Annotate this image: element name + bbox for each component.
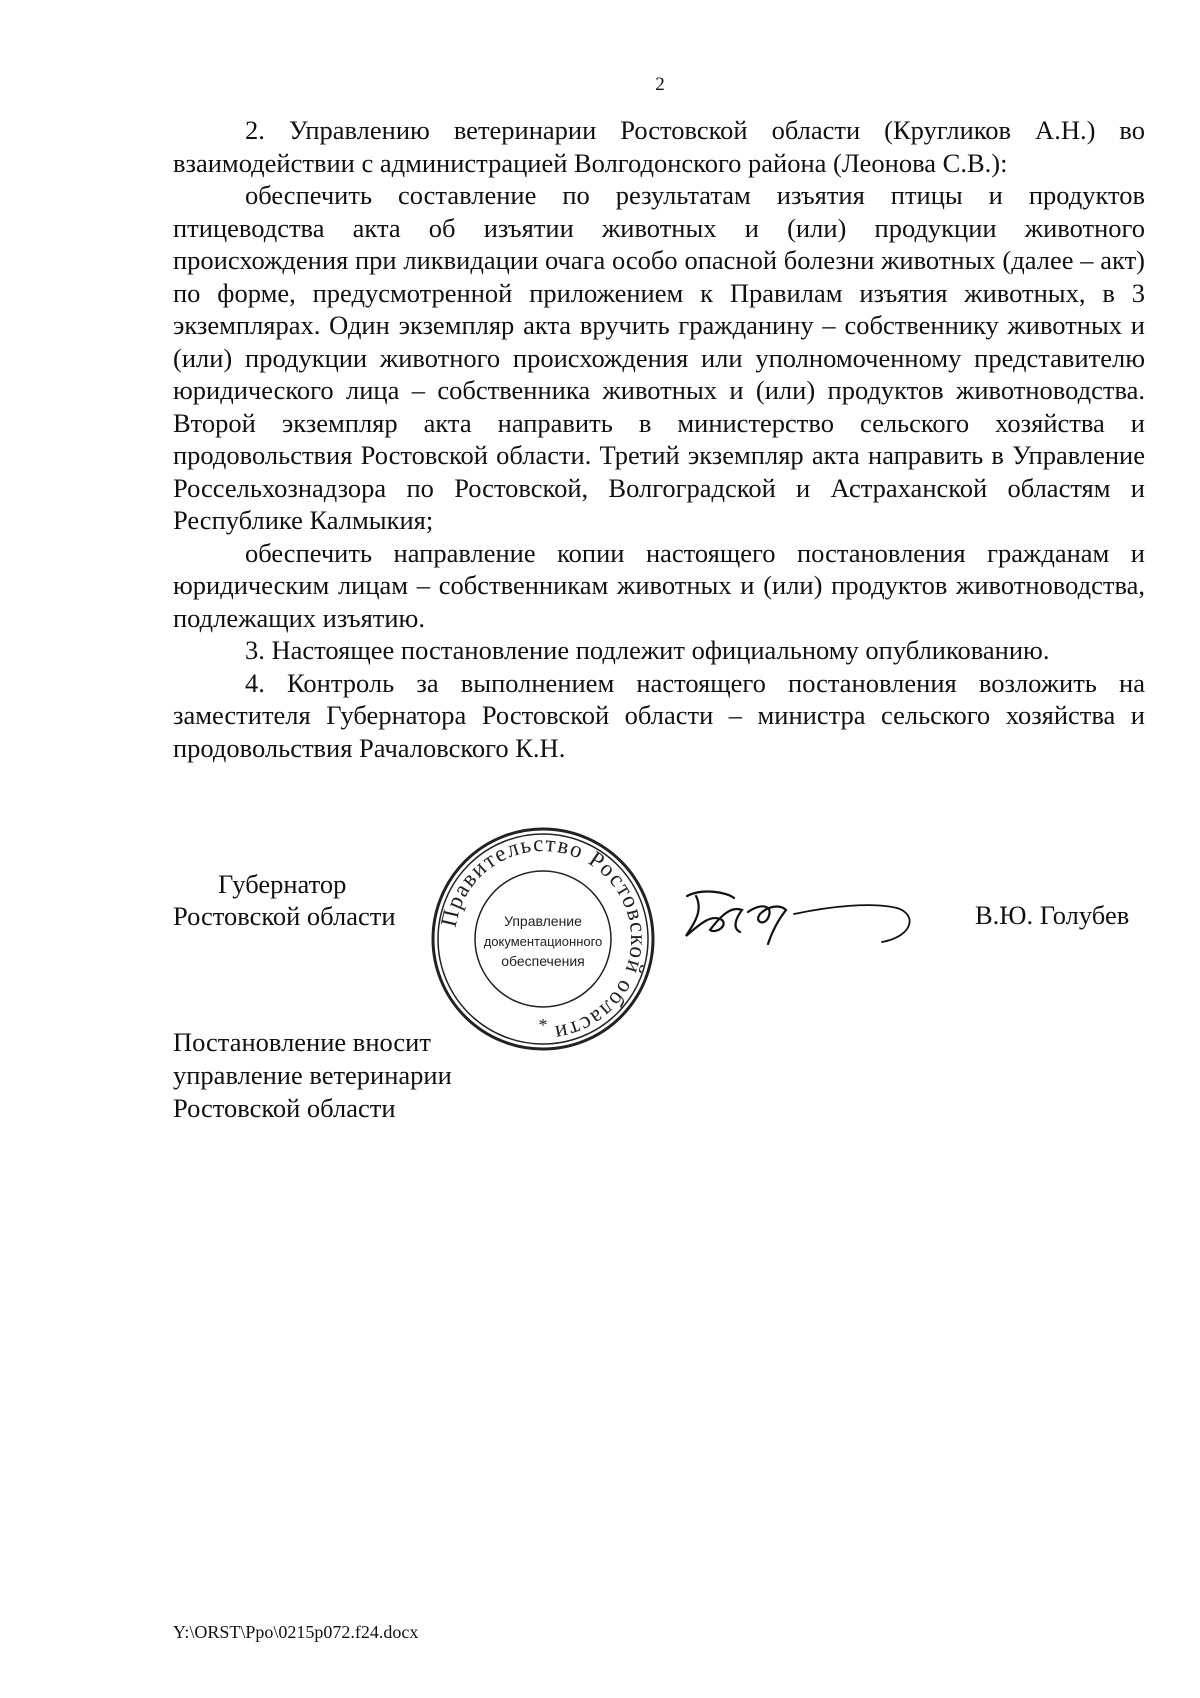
official-seal xyxy=(430,826,656,1052)
submitter-note xyxy=(173,1026,452,1125)
paragraph: 4. Контроль за выполнением настоящего постановления возложить на заместителя Губернатора Ростовской области – министра сельского хозяйства и продовольствия Рачаловского К.Н. xyxy=(173,667,1145,763)
paragraph: 3. Настоящее постановление подлежит официальному опубликованию. xyxy=(245,635,1050,665)
file-path-footer: Y:\ORST\Ppo\0215p072.f24.docx xyxy=(173,1622,419,1642)
seal-inner-line2: документационного xyxy=(483,934,603,949)
signatory-title xyxy=(173,868,396,932)
seal-inner-line1: Управление xyxy=(504,913,582,929)
signatory-title-line2: Ростовской области xyxy=(173,901,396,931)
paragraph: обеспечить составление по результатам изъятия птицы и продуктов птицеводства акта об изъятии животных и (или) продукции животного происхождения при ликвидации очага особо опасной болезни животных (далее – акт) по форме, предусмотренной приложением к Правилам изъятия животных, в 3 экземплярах. Один экземпляр акта вручить гражданину – собственнику животных и (или) продукции животного происхождения или уполномоченному представителю юридического лица – собственника животных и (или) продуктов животноводства. Второй экземпляр акта направить в министерство сельского хозяйства и продовольствия Ростовской области. Третий экземпляр акта направить в Управление Россельхознадзора по Ростовской, Волгоградской и Астраханской областям и Республике Калмыкия; xyxy=(173,180,1145,535)
submitter-line2: управление ветеринарии xyxy=(173,1060,452,1090)
submitter-line3: Ростовской области xyxy=(173,1093,396,1123)
handwritten-signature xyxy=(682,884,932,954)
seal-star: * xyxy=(538,1015,548,1035)
page-number: 2 xyxy=(655,74,665,95)
paragraph: 2. Управлению ветеринарии Ростовской области (Кругликов А.Н.) во взаимодействии с администрацией Волгодонского района (Леонова С.В.): xyxy=(173,115,1145,178)
signatory-title-line1: Губернатор xyxy=(218,869,347,899)
document-body xyxy=(173,114,1145,764)
submitter-line1: Постановление вносит xyxy=(173,1027,431,1057)
signatory-name: В.Ю. Голубев xyxy=(975,900,1130,930)
paragraph: обеспечить направление копии настоящего постановления гражданам и юридическим лицам – собственникам животных и (или) продуктов животноводства, подлежащих изъятию. xyxy=(173,537,1145,633)
seal-inner-line3: обеспечения xyxy=(501,953,585,969)
seal-outer-text: Правительство Ростовской области xyxy=(435,830,652,1047)
